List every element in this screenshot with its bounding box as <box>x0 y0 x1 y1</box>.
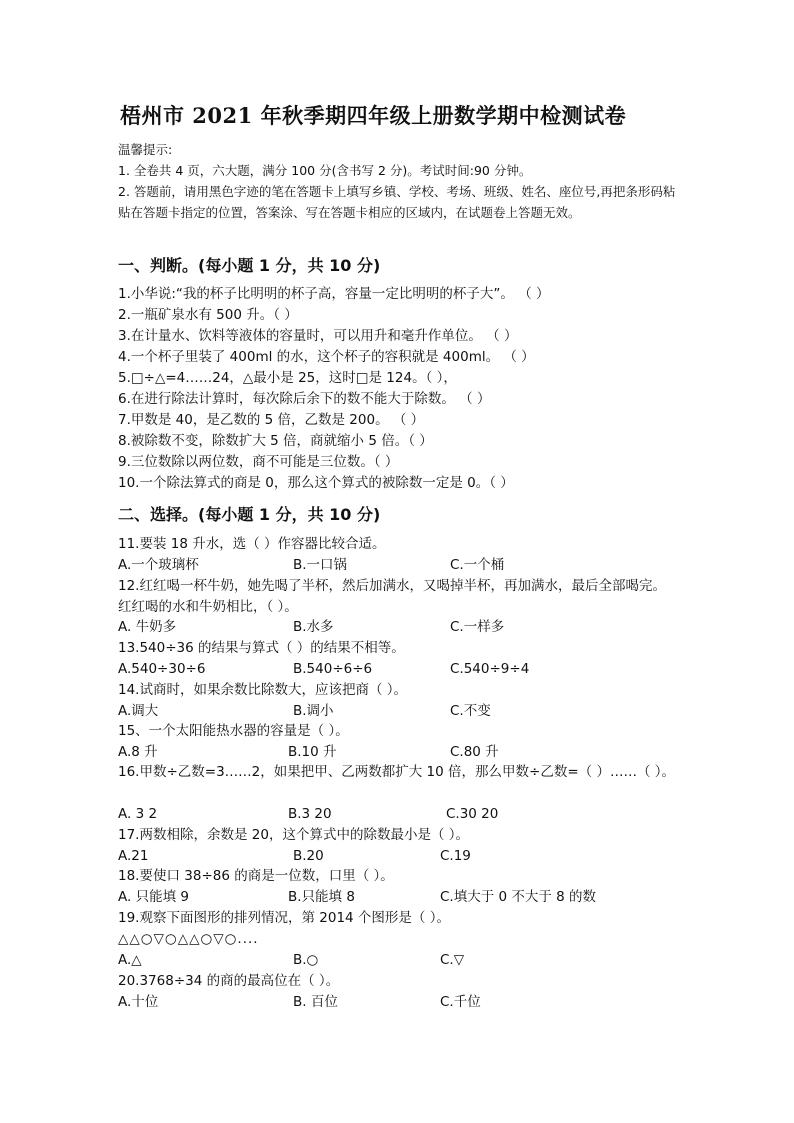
question-16: 16.甲数÷乙数=3……2，如果把甲、乙两数都扩大 10 倍，那么甲数÷乙数=（ ）……（ ）。 <box>118 764 675 780</box>
question-18: 18.要使口 38÷86 的商是一位数，口里（ ）。 <box>118 868 394 884</box>
question-13: 13.540÷36 的结果与算式（ ）的结果不相等。 <box>118 640 405 656</box>
q17-option-b: B.20 <box>293 848 324 864</box>
q19-option-a: A.△ <box>118 952 142 968</box>
notice-line-2: 2. 答题前，请用黑色字迹的笔在答题卡上填写乡镇、学校、考场、班级、姓名、座位号,再把条形码粘贴在答题卡指定的位置，答案涂、写在答题卡相应的区域内，在试题卷上答题无效。 <box>118 184 676 220</box>
question-6: 6.在进行除法计算时，每次除后余下的数不能大于除数。 （ ） <box>118 391 491 407</box>
q20-option-c: C.千位 <box>440 994 481 1010</box>
notice-heading: 温馨提示: <box>118 142 173 157</box>
q18-option-c: C.填大于 0 不大于 8 的数 <box>440 889 597 905</box>
question-20: 20.3768÷34 的商的最高位在（ ）。 <box>118 973 340 989</box>
question-2: 2.一瓶矿泉水有 500 升。（ ） <box>118 307 298 323</box>
question-8: 8.被除数不变，除数扩大 5 倍，商就缩小 5 倍。（ ） <box>118 433 433 449</box>
q13-option-c: C.540÷9÷4 <box>450 661 530 677</box>
page-title: 梧州市 2021 年秋季期四年级上册数学期中检测试卷 <box>120 103 627 128</box>
q15-option-a: A.8 升 <box>118 744 158 760</box>
q18-option-a: A. 只能填 9 <box>118 889 189 905</box>
section-heading-choice: 二、选择。(每小题 1 分，共 10 分) <box>118 505 381 524</box>
question-15: 15、一个太阳能热水器的容量是（ ）。 <box>118 723 349 739</box>
q20-option-b: B. 百位 <box>293 994 338 1010</box>
q16-option-a: A. 3 2 <box>118 806 158 822</box>
q11-option-c: C.一个桶 <box>450 557 505 573</box>
question-4: 4.一个杯子里装了 400ml 的水，这个杯子的容积就是 400ml。 （ ） <box>118 349 535 365</box>
q12-option-b: B.水多 <box>293 619 334 635</box>
question-1: 1.小华说:“我的杯子比明明的杯子高，容量一定比明明的杯子大”。 （ ） <box>118 286 550 302</box>
q20-option-a: A.十位 <box>118 994 159 1010</box>
notice-line-1: 1. 全卷共 4 页，六大题，满分 100 分(含书写 2 分)。考试时间:90 分钟。 <box>118 163 532 178</box>
q14-option-b: B.调小 <box>293 703 334 719</box>
question-7: 7.甲数是 40，是乙数的 5 倍，乙数是 200。 （ ） <box>118 412 425 428</box>
q17-option-c: C.19 <box>440 848 471 864</box>
q15-option-c: C.80 升 <box>450 744 499 760</box>
q18-option-b: B.只能填 8 <box>288 889 355 905</box>
question-19: 19.观察下面图形的排列情况，第 2014 个图形是（ ）。 <box>118 910 450 926</box>
question-10: 10.一个除法算式的商是 0，那么这个算式的被除数一定是 0。（ ） <box>118 475 514 491</box>
q11-option-b: B.一口锅 <box>293 557 348 573</box>
question-17: 17.两数相除，余数是 20，这个算式中的除数最小是（ ）。 <box>118 827 469 843</box>
question-14: 14.试商时，如果余数比除数大，应该把商（ ）。 <box>118 682 408 698</box>
question-11: 11.要装 18 升水，选（ ）作容器比较合适。 <box>118 536 386 552</box>
q15-option-b: B.10 升 <box>288 744 337 760</box>
q17-option-a: A.21 <box>118 848 149 864</box>
q12-option-a: A. 牛奶多 <box>118 619 177 635</box>
question-12: 12.红红喝一杯牛奶，她先喝了半杯，然后加满水，又喝掉半杯，再加满水，最后全部喝完。红红喝的水和牛奶相比，（ ）。 <box>118 578 666 615</box>
q16-option-c: C.30 20 <box>446 806 499 822</box>
q13-option-a: A.540÷30÷6 <box>118 661 206 677</box>
q13-option-b: B.540÷6÷6 <box>293 661 373 677</box>
q11-option-a: A.一个玻璃杯 <box>118 557 199 573</box>
q16-option-b: B.3 20 <box>288 806 332 822</box>
notice-block <box>118 139 683 223</box>
q12-option-c: C.一样多 <box>450 619 505 635</box>
section-heading-judgement: 一、判断。(每小题 1 分，共 10 分) <box>118 256 381 275</box>
q19-option-b: B.○ <box>293 952 319 968</box>
question-3: 3.在计量水、饮料等液体的容量时，可以用升和毫升作单位。 （ ） <box>118 328 518 344</box>
question-5: 5.□÷△=4……24，△最小是 25，这时□是 124。（ ）， <box>118 370 457 386</box>
q14-option-a: A.调大 <box>118 703 159 719</box>
q19-option-c: C.▽ <box>440 952 465 968</box>
q14-option-c: C.不变 <box>450 703 491 719</box>
shape-pattern: △△○▽○△△○▽○.... <box>118 931 259 947</box>
question-9: 9.三位数除以两位数，商不可能是三位数。（ ） <box>118 454 399 470</box>
